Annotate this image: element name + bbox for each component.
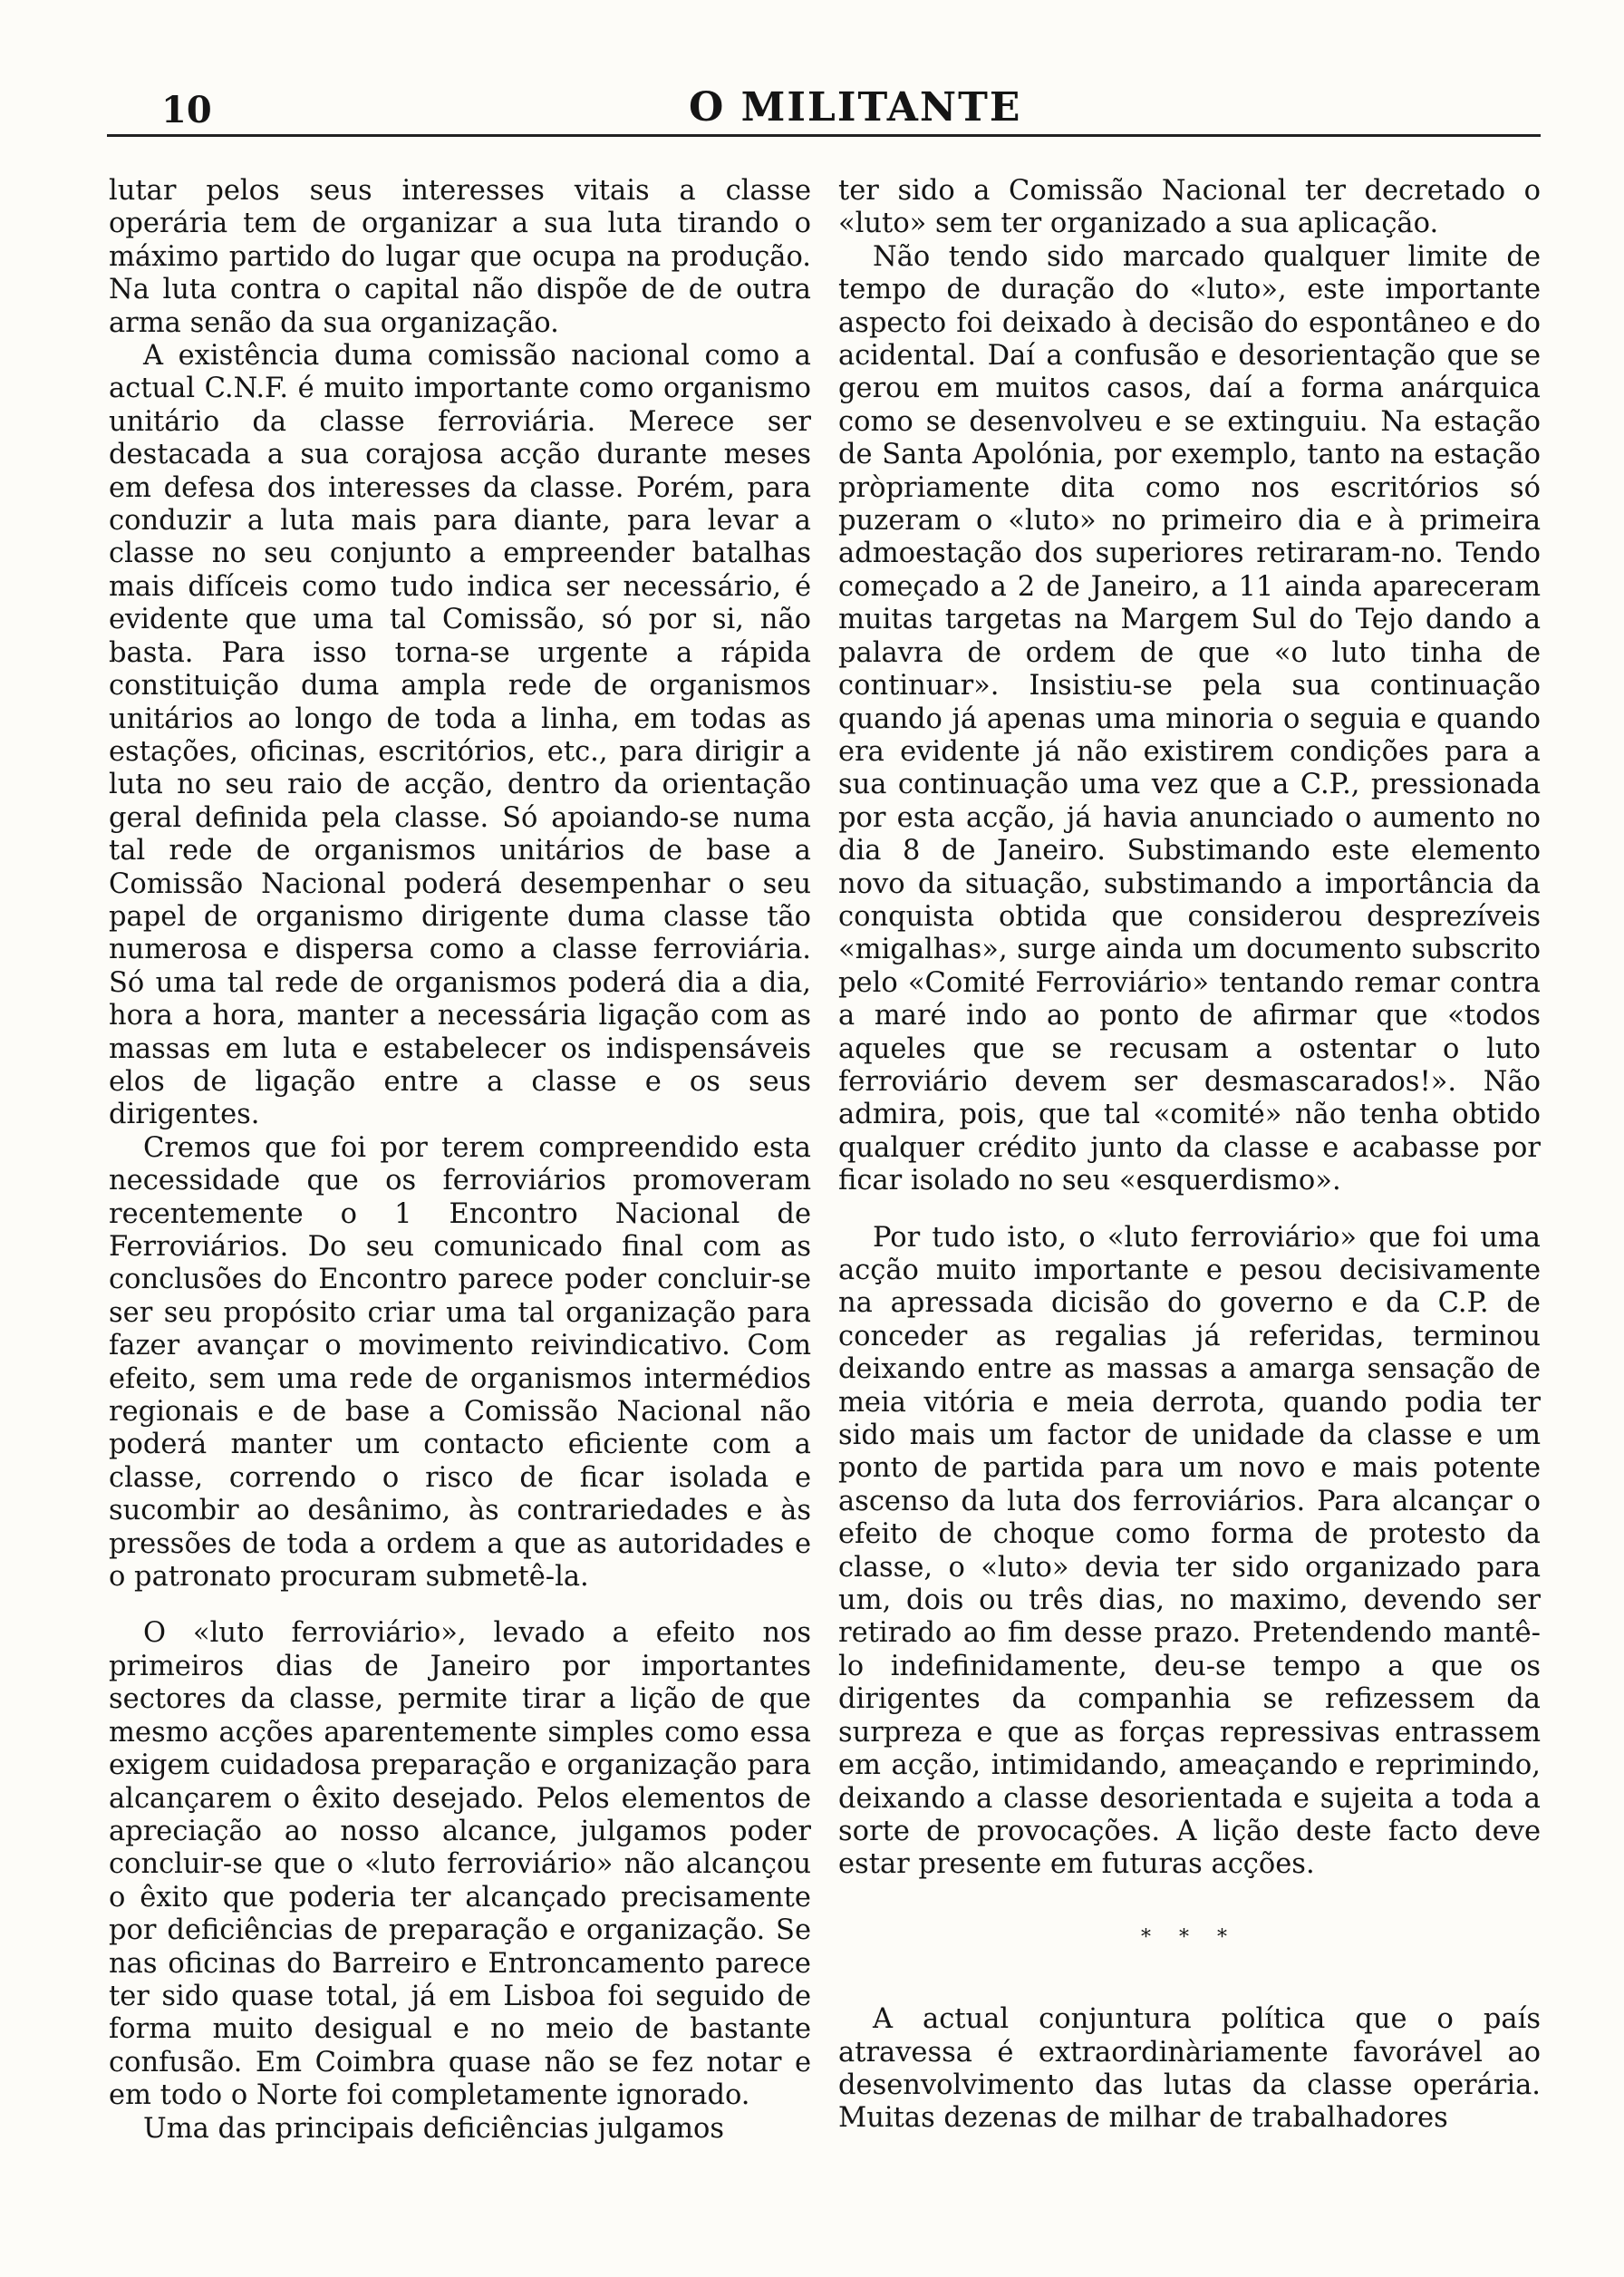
paragraph: O «luto ferroviário», levado a efeito nos primeiros dias de Janeiro por importantes sectores da classe, permite tirar a lição de que mesmo acções aparentemente simples como essa exigem cuidadosa preparação e organização para alcançarem o êxito desejado. Pelos elementos de apreciação ao nosso alcance, julgamos poder concluir-se que o «luto ferroviário» não alcançou o êxito que poderia ter alcançado precisamente por deficiências de preparação e organização. Se nas oficinas do Barreiro e Entroncamento parece ter sido quase total, já em Lisboa foi seguido de forma muito desigual e no meio de bastante confusão. Em Coimbra quase não se fez notar e em todo o Norte foi completamente ignorado. [109, 1617, 811, 2112]
left-column [109, 175, 811, 2146]
paragraph: A existência duma comissão nacional como a actual C.N.F. é muito importante como organismo unitário da classe ferroviária. Merece ser destacada a sua corajosa acção durante meses em defesa dos interesses da classe. Porém, para conduzir a luta mais para diante, para levar a classe no seu conjunto a empreender batalhas mais difíceis como tudo indica ser necessário, é evidente que uma tal Comissão, só por si, não basta. Para isso torna-se urgente a rápida constituição duma ampla rede de organismos unitários ao longo de toda a linha, em todas as estações, oficinas, escritórios, etc., para dirigir a luta no seu raio de acção, dentro da orientação geral definida pela classe. Só apoiando-se numa tal rede de organismos unitários de base a Comissão Nacional poderá desempenhar o seu papel de organismo dirigente duma classe tão numerosa e dispersa como a classe ferroviária. Só uma tal rede de organismos poderá dia a dia, hora a hora, manter a necessária ligação com as massas em luta e estabelecer os indispensáveis elos de ligação entre a classe e os seus dirigentes. [109, 340, 811, 1131]
paragraph: Por tudo isto, o «luto ferroviário» que foi uma acção muito importante e pesou decisivamente na apressada dicisão do governo e da C.P. de conceder as regalias já referidas, terminou deixando entre as massas a amarga sensação de meia vitória e meia derrota, quando podia ter sido mais um factor de unidade da classe e um ponto de partida para um novo e mais potente ascenso da luta dos ferroviários. Para alcançar o efeito de choque como forma de protesto da classe, o «luto» devia ter sido organizado para um, dois ou três dias, no maximo, devendo ser retirado ao fim desse prazo. Pretendendo mantê-lo indefinidamente, deu-se tempo a que os dirigentes da companhia se refizessem da surpreza e que as forças repressivas entrassem em acção, intimidando, ameaçando e reprimindo, deixando a classe desorientada e sujeita a toda a sorte de provocações. A lição deste facto deve estar presente em futuras acções. [838, 1221, 1541, 1881]
page-number: 10 [161, 89, 212, 131]
paragraph: Cremos que foi por terem compreendido esta necessidade que os ferroviários promoveram recentemente o 1 Encontro Nacional de Ferroviários. Do seu comunicado final com as conclusões do Encontro parece poder concluir-se ser seu propósito criar uma tal organização para fazer avançar o movimento reivindicativo. Com efeito, sem uma rede de organismos intermédios regionais e de base a Comissão Nacional não poderá manter um contacto eficiente com a classe, correndo o risco de ficar isolada e sucombir ao desânimo, às contrariedades e às pressões de toda a ordem a que as autoridades e o patronato procuram submetê-la. [109, 1131, 811, 1594]
page-title: O MILITANTE [689, 84, 1022, 131]
paragraph: ter sido a Comissão Nacional ter decretado o «luto» sem ter organizado a sua aplicação. [838, 175, 1541, 240]
paragraph: Não tendo sido marcado qualquer limite de tempo de duração do «luto», este importante aspecto foi deixado à decisão do espontâneo e do acidental. Daí a confusão e desorientação que se gerou em muitos casos, daí a forma anárquica como se desenvolveu e se extinguiu. Na estação de Santa Apolónia, por exemplo, tanto na estação pròpriamente dita como nos escritórios só puzeram o «luto» no primeiro dia e à primeira admoestação dos superiores retiraram-no. Tendo começado a 2 de Janeiro, a 11 ainda apareceram muitas targetas na Margem Sul do Tejo dando a palavra de ordem de que «o luto tinha de continuar». Insistiu-se pela sua continuação quando já apenas uma minoria o seguia e quando era evidente já não existirem condições para a sua continuação uma vez que a C.P., pressionada por esta acção, já havia anunciado o aumento no dia 8 de Janeiro. Substimando este elemento novo da situação, substimando a importância da conquista obtida que considerou desprezíveis «migalhas», surge ainda um documento subscrito pelo «Comité Ferroviário» tentando remar contra a maré indo ao ponto de afirmar que «todos aqueles que se recusam a ostentar o luto ferroviário devem ser desmascarados!». Não admira, pois, que tal «comité» não tenha obtido qualquer crédito junto da classe e acabasse por ficar isolado no seu «esquerdismo». [838, 240, 1541, 1197]
section-separator: * * * [1141, 1925, 1238, 1949]
header-rule [107, 134, 1541, 137]
right-column [838, 175, 1541, 2136]
paragraph: A actual conjuntura política que o país atravessa é extraordinàriamente favorável ao desenvolvimento das lutas da classe operária. Muitas dezenas de milhar de trabalhadores [838, 2003, 1541, 2135]
paragraph: Uma das principais deficiências julgamos [143, 2112, 725, 2145]
paragraph: lutar pelos seus interesses vitais a classe operária tem de organizar a sua luta tirando o máximo partido do lugar que ocupa na produção. Na luta contra o capital não dispõe de de outra arma senão da sua organização. [109, 175, 811, 339]
